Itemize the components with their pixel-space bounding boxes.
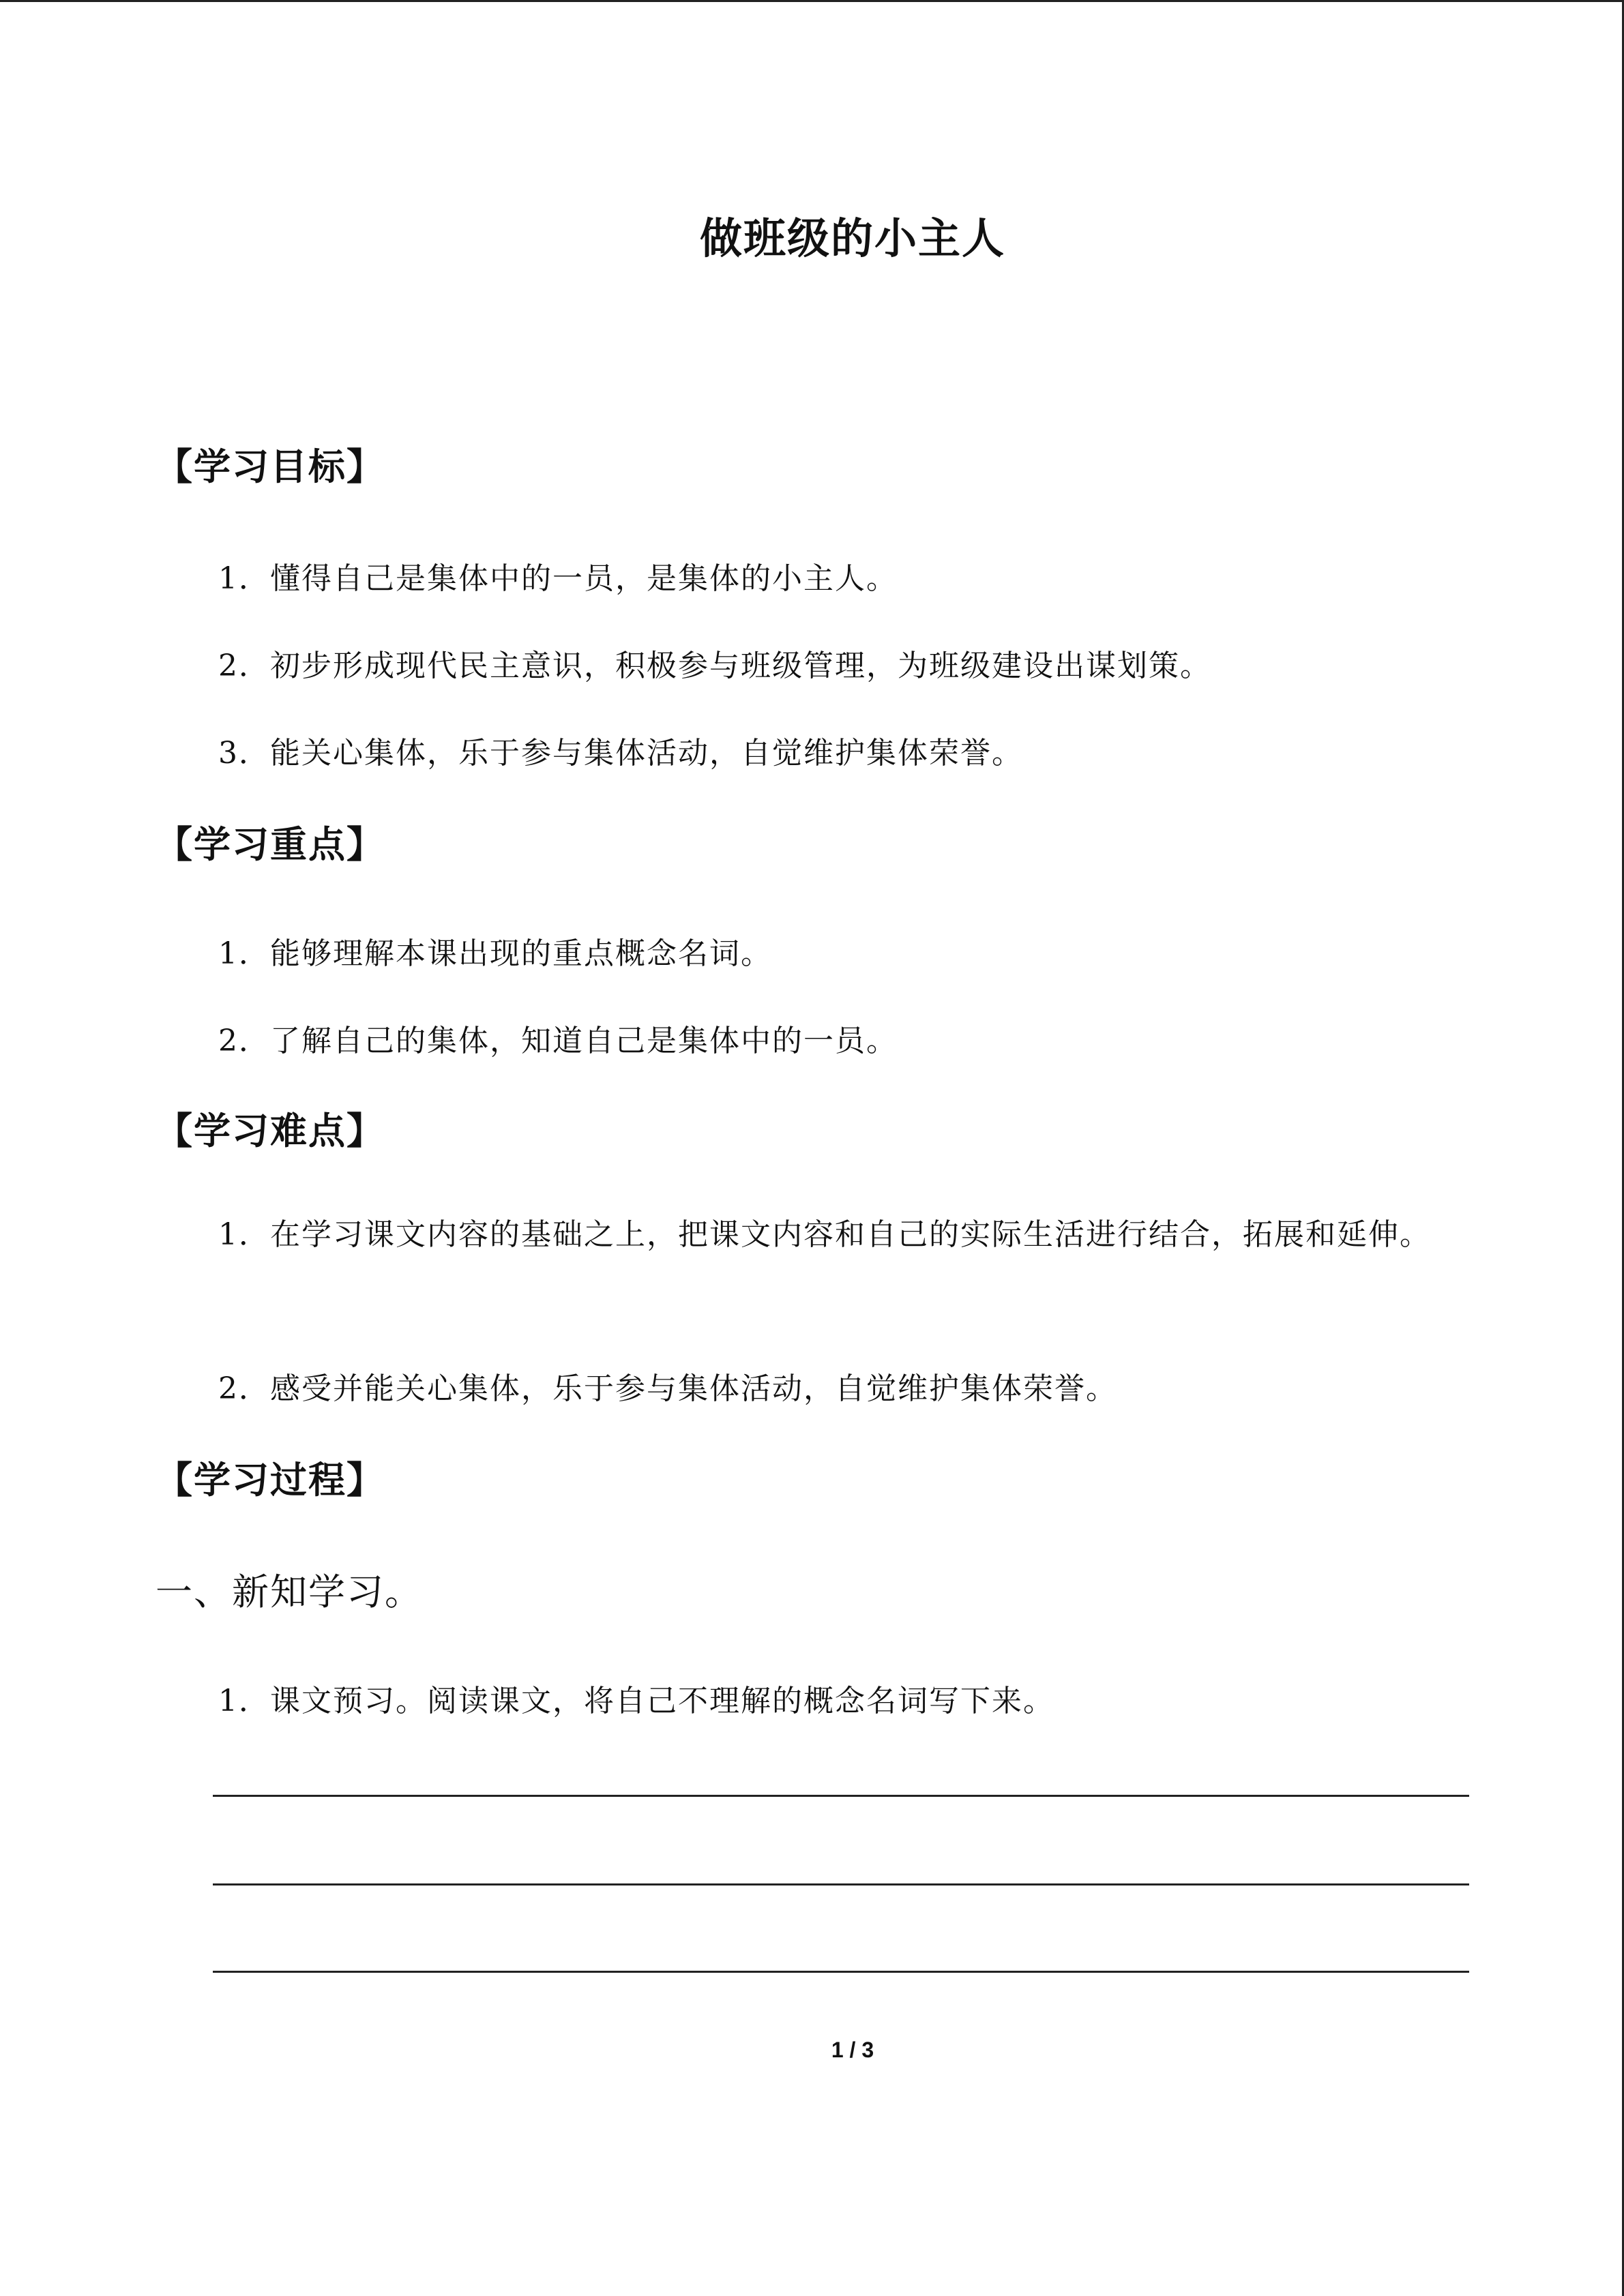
answer-line-1[interactable]	[213, 1795, 1469, 1797]
key-point-item-1: 1．能够理解本课出现的重点概念名词。	[218, 936, 772, 971]
heading-difficulties: 【学习难点】	[156, 1109, 385, 1152]
process-item-1: 1．课文预习。阅读课文，将自己不理解的概念名词写下来。	[218, 1684, 1054, 1718]
subsection-new-knowledge: 一、新知学习。	[156, 1570, 423, 1613]
key-point-item-2: 2．了解自己的集体，知道自己是集体中的一员。	[218, 1024, 898, 1058]
goal-item-1: 1．懂得自己是集体中的一员，是集体的小主人。	[218, 561, 898, 596]
difficulty-item-2: 2．感受并能关心集体，乐于参与集体活动，自觉维护集体荣誉。	[218, 1371, 1117, 1406]
document-title: 做班级的小主人	[699, 213, 1005, 263]
heading-process: 【学习过程】	[156, 1459, 385, 1502]
page-number: 1 / 3	[831, 2038, 874, 2062]
page-border-top	[0, 0, 1624, 2]
answer-line-2[interactable]	[213, 1883, 1469, 1885]
heading-key-points: 【学习重点】	[156, 823, 385, 866]
goal-item-3: 3．能关心集体，乐于参与集体活动，自觉维护集体荣誉。	[218, 736, 1023, 771]
answer-line-3[interactable]	[213, 1971, 1469, 1973]
difficulty-item-1: 1．在学习课文内容的基础之上，把课文内容和自己的实际生活进行结合，拓展和延伸。	[218, 1217, 1431, 1252]
heading-goals: 【学习目标】	[156, 445, 385, 488]
goal-item-2: 2．初步形成现代民主意识，积极参与班级管理，为班级建设出谋划策。	[218, 648, 1211, 683]
